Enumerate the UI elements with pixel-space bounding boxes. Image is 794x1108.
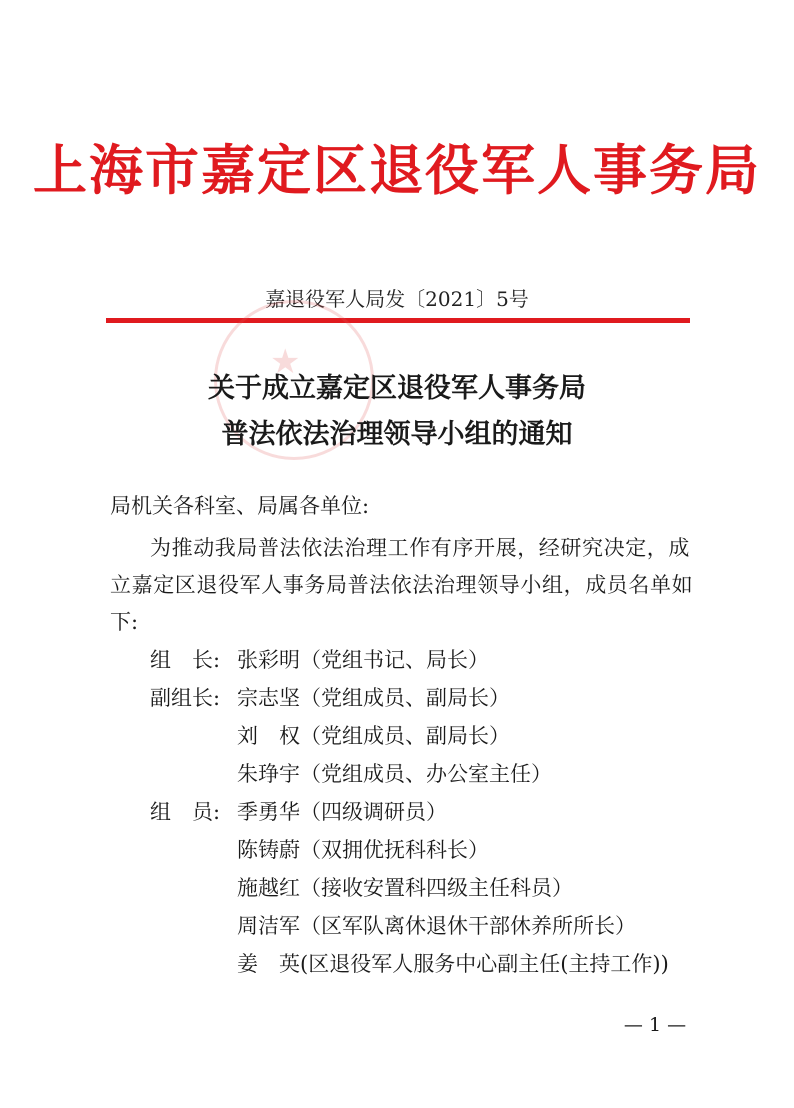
addressee: 局机关各科室、局属各单位:: [110, 494, 370, 518]
notice-title-line-2: 普法依法治理领导小组的通知: [221, 419, 573, 450]
red-divider-line: [106, 318, 690, 323]
member-leader: 张彩明（党组书记、局长）: [237, 648, 489, 672]
issuer-header-title: 上海市嘉定区退役军人事务局: [33, 138, 761, 202]
body-paragraph-line-2: 立嘉定区退役军人事务局普法依法治理领导小组，成员名单如: [110, 573, 694, 597]
role-label-deputy: 副组长:: [150, 686, 221, 710]
body-paragraph-line-3: 下:: [110, 610, 139, 634]
member-deputy: 朱琤宇（党组成员、办公室主任）: [237, 762, 552, 786]
document-number: 嘉退役军人局发〔2021〕5号: [265, 287, 529, 311]
member-item: 姜 英(区退役军人服务中心副主任(主持工作)): [237, 952, 669, 976]
page-number: — 1 —: [623, 1014, 687, 1036]
member-item: 施越红（接收安置科四级主任科员）: [237, 876, 573, 900]
member-item: 季勇华（四级调研员）: [237, 800, 447, 824]
role-label-member: 组 员:: [150, 800, 221, 824]
seal-star-icon: ★: [270, 342, 301, 382]
member-deputy: 刘 权（党组成员、副局长）: [237, 724, 510, 748]
member-item: 陈铸蔚（双拥优抚科科长）: [237, 838, 489, 862]
body-paragraph-line-1: 为推动我局普法依法治理工作有序开展，经研究决定，成: [150, 536, 690, 560]
notice-title-line-1: 关于成立嘉定区退役军人事务局: [208, 373, 586, 404]
member-item: 周洁军（区军队离休退休干部休养所所长）: [237, 914, 636, 938]
role-label-leader: 组 长:: [150, 648, 221, 672]
member-deputy: 宗志坚（党组成员、副局长）: [237, 686, 510, 710]
